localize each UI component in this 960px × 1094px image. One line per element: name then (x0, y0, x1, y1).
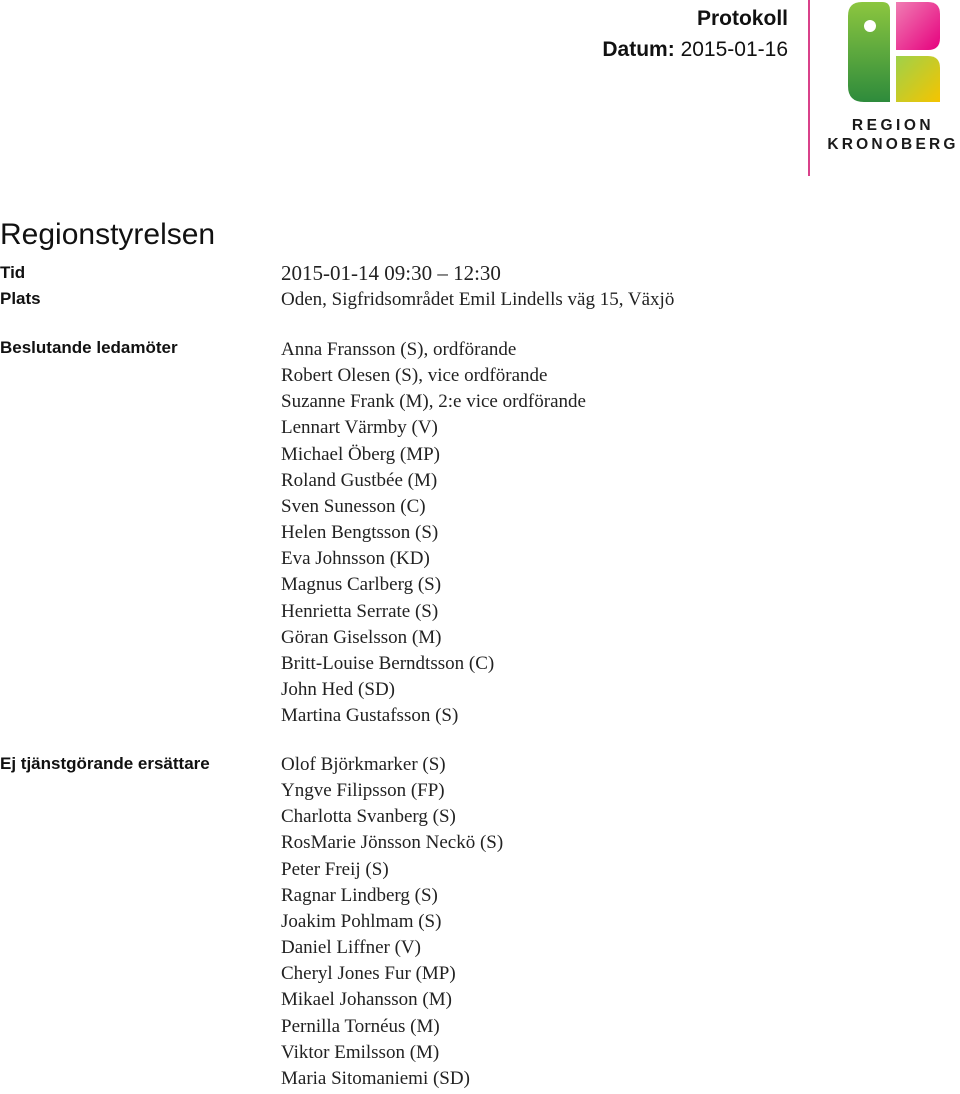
members-list (281, 337, 586, 729)
logo-dot (864, 20, 876, 32)
members-label: Beslutande ledamöter (0, 338, 178, 357)
list-item: Helen Bengtsson (S) (281, 522, 439, 544)
document-date (602, 34, 788, 66)
list-item: Yngve Filipsson (FP) (281, 780, 445, 802)
list-item: Suzanne Frank (M), 2:e vice ordförande (281, 391, 586, 413)
list-item: Olof Björkmarker (S) (281, 754, 446, 775)
date-label: Datum: (602, 38, 675, 61)
place-value: Oden, Sigfridsområdet Emil Lindells väg 15, Växjö (281, 289, 675, 310)
list-item: Göran Giselsson (M) (281, 626, 442, 648)
substitutes-label: Ej tjänstgörande ersättare (0, 754, 210, 773)
substitutes-list (281, 752, 503, 1092)
logo-bottom-right-shape (896, 56, 940, 102)
list-item: Roland Gustbée (M) (281, 469, 438, 491)
list-item: Maria Sitomaniemi (SD) (281, 1067, 470, 1089)
list-item: Charlotta Svanberg (S) (281, 806, 456, 828)
list-item: Magnus Carlberg (S) (281, 574, 442, 596)
list-item: Robert Olesen (S), vice ordförande (281, 365, 548, 387)
list-item: Mikael Johansson (M) (281, 989, 452, 1011)
list-item: Peter Freij (S) (281, 858, 389, 880)
list-item: Anna Fransson (S), ordförande (281, 339, 517, 360)
list-item: Viktor Emilsson (M) (281, 1041, 440, 1063)
logo-wordmark (826, 116, 960, 154)
list-item: Henrietta Serrate (S) (281, 600, 439, 622)
region-kronoberg-logo-icon (848, 2, 940, 104)
logo-top-right-shape (896, 2, 940, 50)
document-type: Protokoll (696, 7, 788, 30)
list-item: Cheryl Jones Fur (MP) (281, 963, 456, 985)
list-item: John Hed (SD) (281, 679, 395, 701)
list-item: Joakim Pohlmam (S) (281, 910, 442, 932)
logo-line-region: REGION (851, 117, 935, 134)
list-item: RosMarie Jönsson Neckö (S) (281, 832, 504, 854)
date-value: 2015-01-16 (680, 38, 788, 61)
place-label: Plats (0, 289, 41, 308)
list-item: Eva Johnsson (KD) (281, 548, 430, 570)
list-item: Michael Öberg (MP) (281, 443, 441, 465)
list-item: Lennart Värmby (V) (281, 417, 438, 439)
list-item: Ragnar Lindberg (S) (281, 884, 438, 906)
document-header (602, 6, 788, 66)
logo-left-shape (848, 2, 890, 102)
time-label: Tid (0, 263, 26, 282)
list-item: Sven Sunesson (C) (281, 495, 426, 517)
logo-divider (808, 0, 810, 176)
list-item: Pernilla Tornéus (M) (281, 1015, 440, 1037)
logo-line-kronoberg: KRONOBERG (827, 136, 959, 153)
page-title: Regionstyrelsen (0, 218, 216, 251)
list-item: Martina Gustafsson (S) (281, 705, 459, 727)
list-item: Daniel Liffner (V) (281, 937, 421, 959)
time-value: 2015-01-14 09:30 – 12:30 (281, 261, 501, 285)
list-item: Britt-Louise Berndtsson (C) (281, 652, 495, 674)
